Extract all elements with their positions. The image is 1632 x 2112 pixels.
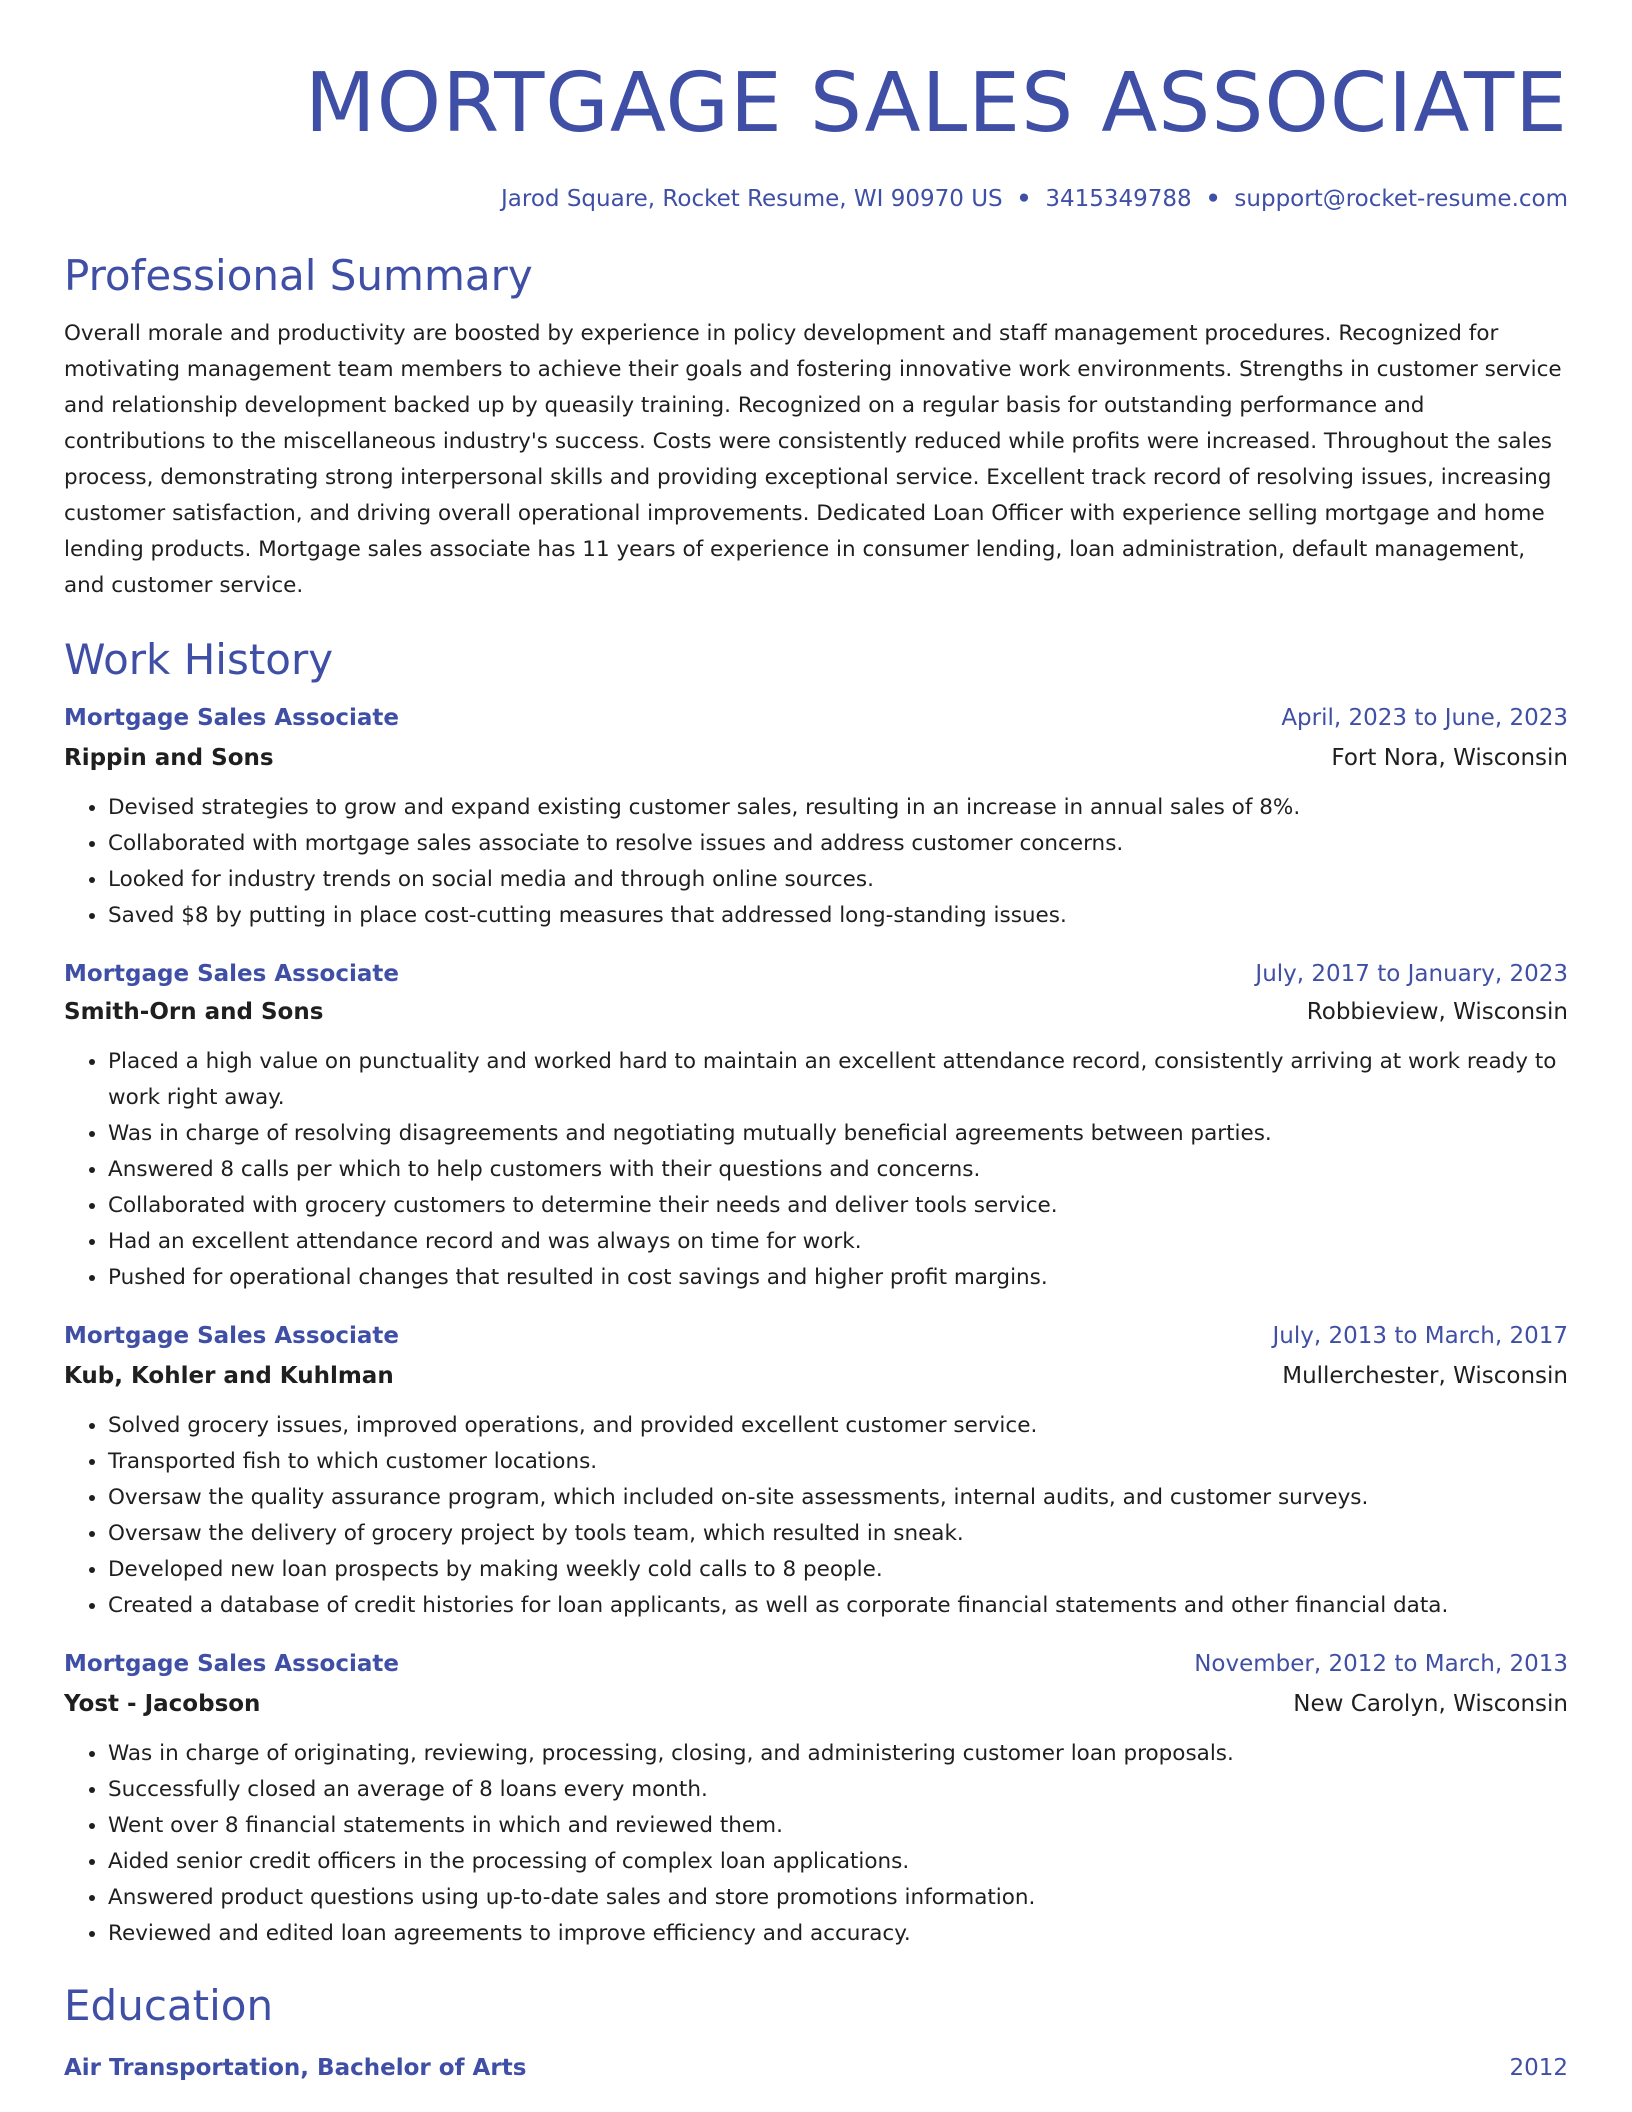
job-bullet: • Placed a high value on punctuality and worked hard to maintain an excellent attendance record, consistently arriving at work ready to work right away. [108, 1044, 1568, 1116]
education-heading: Education [64, 1981, 274, 2030]
job-bullet: • Answered 8 calls per which to help customers with their questions and concerns. [108, 1152, 1568, 1188]
contact-address: Jarod Square, Rocket Resume, WI 90970 US [501, 186, 1003, 212]
job-title-row [64, 956, 1568, 992]
job-title: Mortgage Sales Associate [64, 1323, 399, 1349]
work-history-section [64, 634, 1568, 1952]
education-degree: Air Transportation, Bachelor of Arts [64, 2055, 527, 2081]
job-bullet: • Collaborated with mortgage sales associate to resolve issues and address customer concerns. [108, 826, 1568, 862]
job-bullet: • Aided senior credit officers in the processing of complex loan applications. [108, 1844, 1568, 1880]
summary-heading: Professional Summary [64, 251, 533, 300]
job-bullet: • Was in charge of resolving disagreements and negotiating mutually beneficial agreements between parties. [108, 1116, 1568, 1152]
job-title-row [64, 1318, 1568, 1354]
job-bullet: • Pushed for operational changes that resulted in cost savings and higher profit margins. [108, 1260, 1568, 1296]
contact-line [64, 184, 1568, 214]
job-bullet: • Saved $8 by putting in place cost-cutting measures that addressed long-standing issues. [108, 898, 1568, 934]
education-year: 2012 [1509, 2055, 1568, 2081]
job-company-row [64, 1686, 1568, 1722]
job-dates: November, 2012 to March, 2013 [1194, 1651, 1568, 1677]
contact-phone: 3415349788 [1045, 186, 1192, 212]
job-bullets [64, 1044, 1568, 1296]
job-bullet: • Went over 8 financial statements in which and reviewed them. [108, 1808, 1568, 1844]
job-title: Mortgage Sales Associate [64, 705, 399, 731]
job-company-row [64, 1358, 1568, 1394]
job-company: Smith-Orn and Sons [64, 999, 324, 1025]
job-entry [64, 956, 1568, 1296]
job-bullet: • Had an excellent attendance record and was always on time for work. [108, 1224, 1568, 1260]
job-company: Yost - Jacobson [64, 1691, 261, 1717]
job-location: Robbieview, Wisconsin [1306, 999, 1568, 1025]
job-bullet: • Successfully closed an average of 8 loans every month. [108, 1772, 1568, 1808]
education-entry [64, 2050, 1568, 2086]
job-bullet: • Created a database of credit histories for loan applicants, as well as corporate financial statements and other financial data. [108, 1588, 1568, 1624]
job-entry [64, 1318, 1568, 1624]
job-location: Mullerchester, Wisconsin [1282, 1363, 1568, 1389]
job-dates: July, 2017 to January, 2023 [1255, 961, 1568, 987]
work-history-heading: Work History [64, 635, 334, 684]
job-company: Kub, Kohler and Kuhlman [64, 1363, 394, 1389]
job-bullet: • Oversaw the quality assurance program, which included on-site assessments, internal audits, and customer surveys. [108, 1480, 1568, 1516]
job-bullet: • Oversaw the delivery of grocery project by tools team, which resulted in sneak. [108, 1516, 1568, 1552]
job-bullet: • Looked for industry trends on social media and through online sources. [108, 862, 1568, 898]
job-bullet: • Transported fish to which customer locations. [108, 1444, 1568, 1480]
summary-text: Overall morale and productivity are boosted by experience in policy development and staff management procedures. Recognized for motivating management team members to achieve their goals and fostering innovative work environments. Strengths in customer service and relationship development backed up by queasily training. Recognized on a regular basis for outstanding performance and contributions to the miscellaneous industry's success. Costs were consistently reduced while profits were increased. Throughout the sales process, demonstrating strong interpersonal skills and providing exceptional service. Excellent track record of resolving issues, increasing customer satisfaction, and driving overall operational improvements. Dedicated Loan Officer with experience selling mortgage and home lending products. Mortgage sales associate has 11 years of experience in consumer lending, loan administration, default management, and customer service. [64, 321, 1562, 598]
contact-separator: • [1016, 186, 1032, 212]
job-entry [64, 1646, 1568, 1952]
job-location: Fort Nora, Wisconsin [1331, 745, 1568, 771]
job-entry [64, 700, 1568, 934]
job-bullet: • Devised strategies to grow and expand existing customer sales, resulting in an increase in annual sales of 8%. [108, 790, 1568, 826]
job-bullet: • Developed new loan prospects by making weekly cold calls to 8 people. [108, 1552, 1568, 1588]
resume-page [64, 0, 1568, 2086]
job-bullet: • Solved grocery issues, improved operations, and provided excellent customer service. [108, 1408, 1568, 1444]
contact-separator: • [1205, 186, 1221, 212]
job-dates: April, 2023 to June, 2023 [1281, 705, 1568, 731]
job-title-row [64, 1646, 1568, 1682]
job-bullet: • Answered product questions using up-to-date sales and store promotions information. [108, 1880, 1568, 1916]
job-company-row [64, 740, 1568, 776]
job-title-row [64, 700, 1568, 736]
job-bullet: • Was in charge of originating, reviewing, processing, closing, and administering customer loan proposals. [108, 1736, 1568, 1772]
summary-section [64, 250, 1568, 604]
job-bullet: • Collaborated with grocery customers to determine their needs and deliver tools service. [108, 1188, 1568, 1224]
job-bullets [64, 1408, 1568, 1624]
job-title: Mortgage Sales Associate [64, 1651, 399, 1677]
job-bullets [64, 1736, 1568, 1952]
page-title: MORTGAGE SALES ASSOCIATE [304, 56, 1568, 151]
job-dates: July, 2013 to March, 2017 [1272, 1323, 1568, 1349]
job-location: New Carolyn, Wisconsin [1293, 1691, 1568, 1717]
job-title: Mortgage Sales Associate [64, 961, 399, 987]
education-section [64, 1980, 1568, 2086]
job-company-row [64, 994, 1568, 1030]
job-company: Rippin and Sons [64, 745, 274, 771]
job-bullet: • Reviewed and edited loan agreements to improve efficiency and accuracy. [108, 1916, 1568, 1952]
contact-email: support@rocket-resume.com [1234, 186, 1568, 212]
job-bullets [64, 790, 1568, 934]
